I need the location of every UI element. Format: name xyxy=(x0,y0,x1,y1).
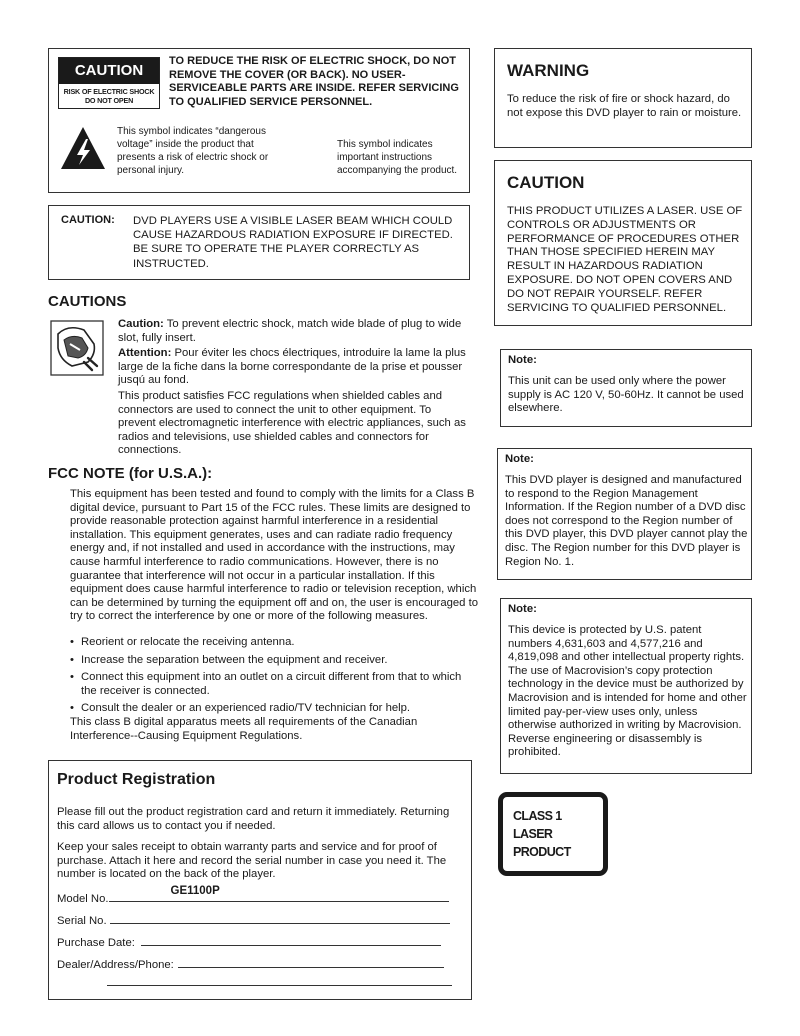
product-registration-box xyxy=(48,760,472,1000)
class-1-laser-label xyxy=(498,792,608,876)
laser-product-caution-box xyxy=(494,160,752,326)
model-number-label: Model No. xyxy=(57,893,109,905)
list-item: • Consult the dealer or an experienced radio/TV technician for help. xyxy=(70,702,480,716)
laser-caution-box xyxy=(48,205,470,280)
warning-heading: WARNING xyxy=(507,61,590,80)
registration-paragraph-1: Please fill out the product registration card and return it immediately. Returning this card allows us to contact you if needed. xyxy=(57,806,450,832)
patent-note-text: This device is protected by U.S. patent numbers 4,631,603 and 4,577,216 and 4,819,098 and other intellectual property rights. The use of Macrovision’s copy protection technology in the device must be authorized by Macrovision and is intended for home and other limited pay-per-view uses only, unless otherwise authorized in writing by Macrovision. Reverse engineering or disassembly is prohibited. xyxy=(508,624,747,759)
lightning-triangle-icon xyxy=(59,125,107,171)
dealer-field[interactable] xyxy=(57,955,457,973)
list-item: • Increase the separation between the equipment and receiver. xyxy=(70,654,480,668)
laser-caution-label: CAUTION: xyxy=(61,214,115,226)
serial-number-field[interactable] xyxy=(57,911,457,929)
caution-right-heading: CAUTION xyxy=(507,173,585,192)
laser-label-line-1: CLASS 1 xyxy=(513,809,562,823)
shock-warning-text: TO REDUCE THE RISK OF ELECTRIC SHOCK, DO NOT REMOVE THE COVER (OR BACK). NO USER-SERVICEABLE PARTS ARE INSIDE. REFER SERVICING TO QUALIFIED SERVICE PERSONNEL. xyxy=(169,55,459,108)
region-note-box xyxy=(497,448,752,580)
laser-label-line-3: PRODUCT xyxy=(513,845,571,859)
power-note-label: Note: xyxy=(508,354,537,366)
canada-paragraph: This class B digital apparatus meets all requirements of the Canadian Interference--Causing Equipment Regulations. xyxy=(70,716,418,742)
caution-plug-label: Caution: xyxy=(118,318,164,330)
dealer-label: Dealer/Address/Phone: xyxy=(57,959,174,971)
shock-caution-box xyxy=(48,48,470,193)
fcc-paragraph: This equipment has been tested and found to comply with the limits for a Class B digital device, pursuant to Part 15 of the FCC rules. These limits are designed to provide reasonable protection against harmful interference in a residential installation. This equipment generates, uses and can radiate radio frequency energy and, if not installed and used in accordance with the instructions, may cause harmful interference to radio communications. However, there is no guarantee that interference will not occur in a particular installation. If this equipment does cause harmful interference to radio or television reception, which can be determined by turning the equipment off and on, the user is encouraged to try to correct the interference by one or more of the following measures. xyxy=(70,488,479,623)
exclamation-symbol-text: This symbol indicates important instructions accompanying the product. xyxy=(337,139,458,176)
list-item: • Connect this equipment into an outlet on a circuit different from that to which the receiver is connected. xyxy=(70,671,480,698)
warning-text: To reduce the risk of fire or shock hazard, do not expose this DVD player to rain or moisture. xyxy=(507,93,742,119)
model-number-field[interactable] xyxy=(57,885,457,907)
laser-label-line-2: LASER xyxy=(513,827,553,841)
bolt-symbol-text: This symbol indicates “dangerous voltage” inside the product that presents a risk of electric shock or personal injury. xyxy=(117,126,269,176)
registration-paragraph-2: Keep your sales receipt to obtain warranty parts and service and for proof of purchase. Attach it here and record the serial number in case you need it. The number is located on the back of the player. xyxy=(57,841,447,881)
power-note-box xyxy=(500,349,752,427)
warning-box xyxy=(494,48,752,148)
patent-note-box xyxy=(500,598,752,774)
attention-paragraph xyxy=(118,347,468,388)
registration-heading: Product Registration xyxy=(57,771,216,788)
region-note-label: Note: xyxy=(505,453,534,465)
caution-plug-paragraph xyxy=(118,318,468,345)
attention-text: Pour éviter les chocs électriques, introduire la lame la plus large de la fiche dans la borne correspondante de la prise et pousser jusqú au fond. xyxy=(118,347,466,387)
caution-badge-title: CAUTION xyxy=(59,58,159,84)
power-note-text: This unit can be used only where the power supply is AC 120 V, 50-60Hz. It cannot be used elsewhere. xyxy=(508,375,744,415)
fcc-heading: FCC NOTE (for U.S.A.): xyxy=(48,465,213,482)
purchase-date-field[interactable] xyxy=(57,933,457,951)
plug-icon xyxy=(50,320,104,376)
serial-number-label: Serial No. xyxy=(57,915,107,927)
region-note-text: This DVD player is designed and manufactured to respond to the Region Management Information. If the Region number of a DVD disc does not correspond to the Region number of this DVD player, this DVD player cannot play the disc. The Region number for this DVD player is Region No. 1. xyxy=(505,474,748,568)
model-number-value: GE1100P xyxy=(170,885,220,897)
purchase-date-label: Purchase Date: xyxy=(57,937,135,949)
cautions-heading: CAUTIONS xyxy=(48,293,127,310)
caution-badge-subtitle: RISK OF ELECTRIC SHOCK DO NOT OPEN xyxy=(63,87,155,105)
attention-label: Attention: xyxy=(118,347,172,359)
fcc-regulations-paragraph: This product satisfies FCC regulations when shielded cables and connectors are used to connect the unit to other equipment. To prevent electromagnetic interference with electric appliances, such as radios and televisions, use shielded cables and connectors for connections. xyxy=(118,390,466,457)
caution-badge xyxy=(58,57,160,109)
patent-note-label: Note: xyxy=(508,603,537,615)
caution-right-text: THIS PRODUCT UTILIZES A LASER. USE OF CONTROLS OR ADJUSTMENTS OR PERFORMANCE OF PROCEDURES OTHER THAN THOSE SPECIFIED HEREIN MAY RESULT IN HAZARDOUS RADIATION EXPOSURE. DO NOT OPEN COVERS AND DO NOT REPAIR YOURSELF. REFER SERVICING TO QUALIFIED PERSONNEL. xyxy=(507,205,743,314)
caution-plug-text: To prevent electric shock, match wide blade of plug to wide slot, fully insert. xyxy=(118,318,462,344)
dealer-extra-line[interactable] xyxy=(107,985,452,986)
laser-caution-text: DVD PLAYERS USE A VISIBLE LASER BEAM WHICH COULD CAUSE HAZARDOUS RADIATION EXPOSURE IF DIRECTED. BE SURE TO OPERATE THE PLAYER CORRECTLY AS INSTRUCTED. xyxy=(133,215,453,270)
list-item: • Reorient or relocate the receiving antenna. xyxy=(70,636,480,650)
fcc-measures-list xyxy=(70,636,480,720)
